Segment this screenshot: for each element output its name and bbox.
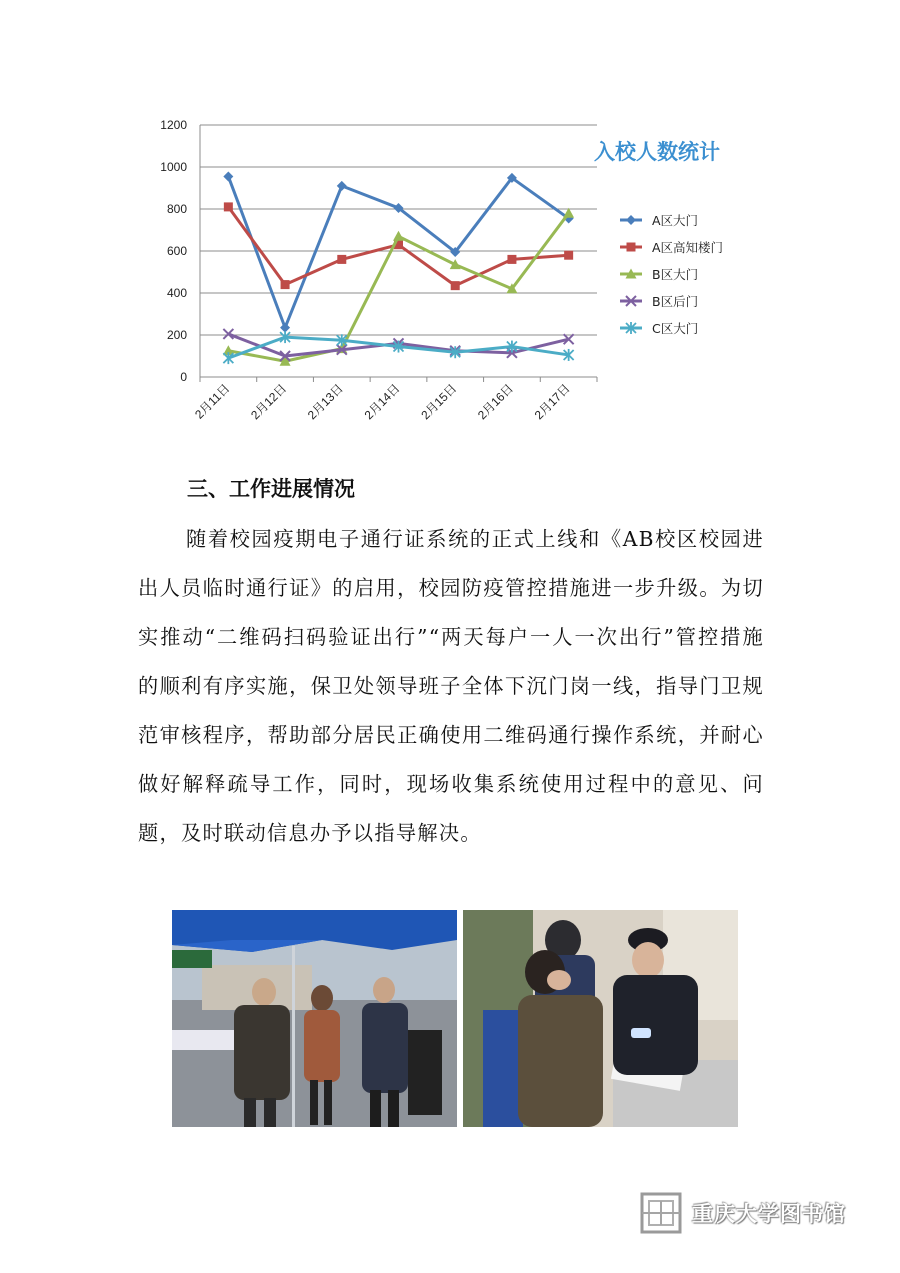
- library-seal-logo: [638, 1190, 684, 1236]
- photo-tent-checkpoint: [172, 910, 457, 1127]
- legend-label: C区大门: [652, 321, 699, 336]
- data-point: [393, 231, 404, 241]
- y-tick-label: 600: [166, 244, 187, 258]
- legend-label: A区大门: [652, 213, 699, 228]
- x-tick-label: 2月11日: [192, 381, 233, 422]
- body-paragraph: 随着校园疫期电子通行证系统的正式上线和《AB校区校园进出人员临时通行证》的启用，校园防疫管控措施进一步升级。为切实推动“二维码扫码验证出行”“两天每户一人一次出行”管控措施的顺利有序实施，保卫处领导班子全体下沉门岗一线，指导门卫规范审核程序，帮助部分居民正确使用二维码通行操作系统，并耐心做好解释疏导工作，同时，现场收集系统使用过程中的意见、问题，及时联动信息办予以指导解决。: [138, 527, 764, 845]
- section-heading: 三、工作进展情况: [187, 477, 355, 501]
- data-point: [337, 181, 347, 191]
- data-point: [223, 171, 233, 181]
- data-point: [507, 255, 516, 264]
- x-tick-label: 2月16日: [475, 381, 517, 423]
- legend-marker: [626, 215, 636, 225]
- y-tick-label: 800: [166, 202, 187, 216]
- legend-marker: [627, 243, 636, 252]
- legend-label: A区高知楼门: [652, 240, 724, 255]
- x-tick-label: 2月12日: [248, 381, 290, 423]
- y-tick-label: 1000: [160, 160, 187, 174]
- photo-qr-verification: [463, 910, 738, 1127]
- library-watermark: [638, 1190, 868, 1236]
- y-tick-label: 1200: [160, 118, 187, 132]
- series-line: [228, 176, 568, 327]
- data-point: [224, 202, 233, 211]
- chart-title: 入校人数统计: [594, 140, 720, 164]
- data-point: [337, 255, 346, 264]
- entry-count-chart: [150, 110, 770, 450]
- x-tick-label: 2月17日: [531, 381, 573, 423]
- x-tick-label: 2月15日: [418, 381, 460, 423]
- y-tick-label: 0: [180, 370, 187, 384]
- data-point: [281, 280, 290, 289]
- y-tick-label: 200: [166, 328, 187, 342]
- legend-label: B区大门: [652, 267, 699, 282]
- legend-label: B区后门: [652, 294, 699, 309]
- data-point: [451, 281, 460, 290]
- x-tick-label: 2月13日: [304, 381, 346, 423]
- data-point: [564, 251, 573, 260]
- y-tick-label: 400: [166, 286, 187, 300]
- x-tick-label: 2月14日: [361, 381, 403, 423]
- library-name: 重庆大学图书馆: [692, 1202, 846, 1226]
